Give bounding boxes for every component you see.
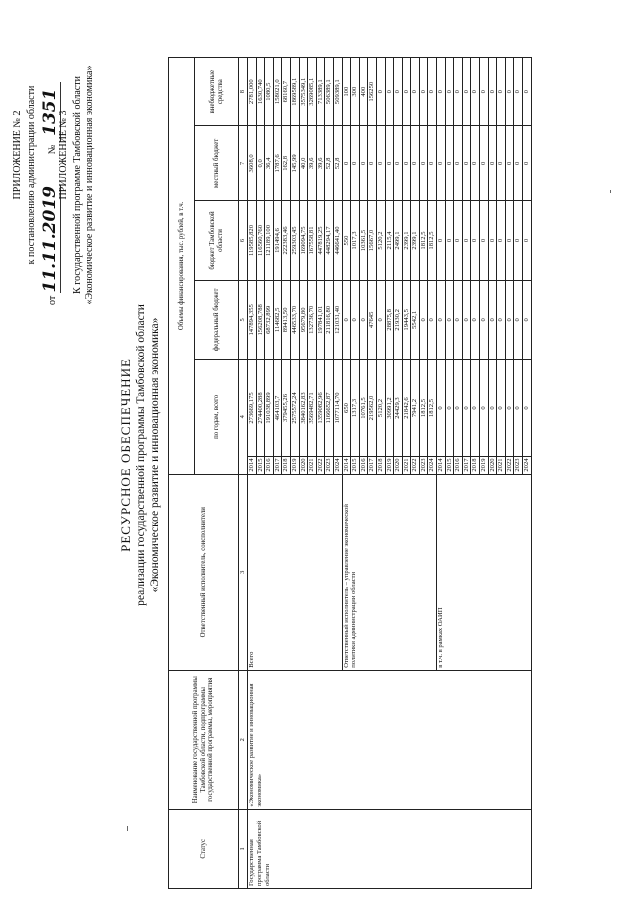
- local-cell: 0: [480, 126, 489, 201]
- header-status: Статус: [169, 809, 239, 888]
- executor-cell: Всего: [248, 474, 343, 670]
- extra-cell: 300: [351, 58, 360, 126]
- total-cell: 0: [471, 360, 480, 457]
- local-cell: 0: [385, 126, 394, 201]
- extra-cell: 1869589,1: [290, 58, 299, 126]
- total-cell: 274400,288: [256, 360, 265, 457]
- total-cell: 0: [454, 360, 463, 457]
- local-cell: 40,0: [299, 126, 308, 201]
- extra-cell: 156250: [368, 58, 377, 126]
- scan-speck: [127, 826, 128, 831]
- total-cell: 3840162,83: [299, 360, 308, 457]
- year-cell: 2024: [333, 457, 342, 475]
- regional-cell: 0: [437, 201, 446, 280]
- regional-cell: 167558,81: [308, 201, 317, 280]
- local-cell: 0: [454, 126, 463, 201]
- total-cell: 1317,3: [351, 360, 360, 457]
- federal-cell: 0: [462, 280, 471, 359]
- local-cell: 0: [497, 126, 506, 201]
- federal-cell: 0: [437, 280, 446, 359]
- local-cell: 0: [437, 126, 446, 201]
- document-subtitle: реализации государственной программы Тамбовской области: [135, 304, 147, 606]
- local-cell: 39,6: [308, 126, 317, 201]
- federal-cell: 211816,80: [325, 280, 334, 359]
- federal-cell: 156208,788: [256, 280, 265, 359]
- year-cell: 2022: [411, 457, 420, 475]
- table-body: [248, 58, 532, 889]
- regional-cell: 2399,1: [402, 201, 411, 280]
- regional-cell: 0: [462, 201, 471, 280]
- extra-cell: 0: [488, 58, 497, 126]
- regional-cell: 222383,46: [282, 201, 291, 280]
- extra-cell: 0: [394, 58, 403, 126]
- regional-cell: 169094,75: [299, 201, 308, 280]
- local-cell: 0: [514, 126, 523, 201]
- scan-speck: [610, 190, 611, 193]
- local-cell: 0: [505, 126, 514, 201]
- year-cell: 2018: [376, 457, 385, 475]
- federal-cell: 0: [376, 280, 385, 359]
- federal-cell: 47645: [368, 280, 377, 359]
- regional-cell: 448294,17: [325, 201, 334, 280]
- extra-cell: 0: [462, 58, 471, 126]
- index-cell: 1: [239, 809, 248, 888]
- year-cell: 2023: [419, 457, 428, 475]
- federal-cell: 95679,80: [299, 280, 308, 359]
- extra-cell: 0: [454, 58, 463, 126]
- local-cell: 0: [488, 126, 497, 201]
- total-cell: 1077114,70: [333, 360, 342, 457]
- total-cell: 464103,7: [273, 360, 282, 457]
- document-program-name: «Экономическое развитие и инновационная экономика»: [149, 317, 161, 593]
- regional-cell: 1812,5: [419, 201, 428, 280]
- local-cell: 0,0: [256, 126, 265, 201]
- extra-cell: 0: [385, 58, 394, 126]
- executor-cell: Ответственный исполнитель – управление экономической политики администрации области: [342, 474, 437, 670]
- extra-cell: 0: [497, 58, 506, 126]
- federal-cell: 0: [505, 280, 514, 359]
- regional-cell: 447819,25: [316, 201, 325, 280]
- total-cell: 0: [445, 360, 454, 457]
- year-cell: 2020: [299, 457, 308, 475]
- extra-cell: 0: [376, 58, 385, 126]
- federal-cell: 89413,50: [282, 280, 291, 359]
- regional-cell: 446641,40: [333, 201, 342, 280]
- federal-cell: 114682,5: [273, 280, 282, 359]
- year-cell: 2017: [368, 457, 377, 475]
- status-cell: Государственная программа Тамбовской области: [248, 809, 532, 888]
- column-index-row: [239, 58, 248, 889]
- local-cell: 1787,6: [273, 126, 282, 201]
- executor-cell: в т.ч. в рамках ОАИП: [437, 474, 532, 670]
- regional-cell: 116560,760: [256, 201, 265, 280]
- index-cell: 4: [239, 360, 248, 475]
- federal-cell: 21930,2: [394, 280, 403, 359]
- regional-cell: 259303,45: [290, 201, 299, 280]
- year-cell: 2015: [256, 457, 265, 475]
- regional-cell: 119585,820: [248, 201, 257, 280]
- extra-cell: 100: [342, 58, 351, 126]
- header-regional: бюджет Тамбовской области: [195, 201, 239, 280]
- federal-cell: 0: [480, 280, 489, 359]
- year-cell: 2016: [359, 457, 368, 475]
- year-cell: 2018: [282, 457, 291, 475]
- header-executor: Ответственный исполнитель, соисполнители: [169, 474, 239, 670]
- year-cell: 2024: [428, 457, 437, 475]
- total-cell: 219562,0: [368, 360, 377, 457]
- document-title-block: [118, 155, 162, 755]
- total-cell: 10761,5: [359, 360, 368, 457]
- extra-cell: 68160,7: [282, 58, 291, 126]
- federal-cell: 0: [428, 280, 437, 359]
- federal-cell: 5542,1: [411, 280, 420, 359]
- local-cell: 3608,0: [248, 126, 257, 201]
- table-row: [248, 58, 257, 889]
- extra-cell: 713389,1: [316, 58, 325, 126]
- extra-cell: 0: [445, 58, 454, 126]
- total-cell: 7941,2: [411, 360, 420, 457]
- year-cell: 2019: [290, 457, 299, 475]
- extra-cell: 400: [359, 58, 368, 126]
- year-cell: 2014: [437, 457, 446, 475]
- federal-cell: 0: [454, 280, 463, 359]
- regional-cell: 0: [480, 201, 489, 280]
- year-cell: 2014: [342, 457, 351, 475]
- local-cell: 0: [445, 126, 454, 201]
- total-cell: 273669,175: [248, 360, 257, 457]
- index-cell: 3: [239, 474, 248, 670]
- total-cell: 24429,3: [394, 360, 403, 457]
- year-cell: 2020: [488, 457, 497, 475]
- total-cell: 2575572,24: [290, 360, 299, 457]
- regional-cell: 2115,4: [385, 201, 394, 280]
- total-cell: 21842,6: [402, 360, 411, 457]
- federal-cell: 0: [445, 280, 454, 359]
- program-name-reference: «Экономическое развитие и инновационная экономика»: [84, 65, 95, 305]
- regional-cell: 0: [523, 201, 532, 280]
- total-cell: 0: [480, 360, 489, 457]
- local-cell: 0: [471, 126, 480, 201]
- year-cell: 2022: [505, 457, 514, 475]
- year-cell: 2021: [497, 457, 506, 475]
- local-cell: 162,8: [282, 126, 291, 201]
- local-cell: 0: [428, 126, 437, 201]
- federal-cell: 0: [359, 280, 368, 359]
- handwritten-date: 11.11.2019: [40, 186, 60, 293]
- extra-cell: 3269085,1: [308, 58, 317, 126]
- extra-cell: 0: [471, 58, 480, 126]
- total-cell: 5120,2: [376, 360, 385, 457]
- extra-cell: 3575349,1: [299, 58, 308, 126]
- federal-cell: 446533,70: [290, 280, 299, 359]
- extra-cell: 2781,000: [248, 58, 257, 126]
- year-cell: 2023: [514, 457, 523, 475]
- extra-cell: 0: [402, 58, 411, 126]
- local-cell: 36,4: [265, 126, 274, 201]
- regional-cell: 1812,5: [428, 201, 437, 280]
- total-cell: 650: [342, 360, 351, 457]
- extra-cell: 506389,1: [325, 58, 334, 126]
- year-cell: 2017: [273, 457, 282, 475]
- header-funding-group: Объемы финансирования, тыс. рублей, в т.ч.: [169, 58, 195, 475]
- extra-cell: 509389,1: [333, 58, 342, 126]
- index-cell: 2: [239, 670, 248, 809]
- extra-cell: 0: [480, 58, 489, 126]
- regional-cell: 15667,0: [368, 201, 377, 280]
- appendix-2-label: ПРИЛОЖЕНИЕ № 2: [12, 110, 23, 200]
- local-cell: 0: [462, 126, 471, 201]
- number-prefix: №: [47, 144, 58, 155]
- year-cell: 2021: [402, 457, 411, 475]
- year-cell: 2014: [248, 457, 257, 475]
- federal-cell: 0: [488, 280, 497, 359]
- program-name-cell: «Экономическое развитие и инновационная экономика»: [248, 670, 532, 809]
- regional-cell: 0: [454, 201, 463, 280]
- federal-cell: 68732,899: [265, 280, 274, 359]
- regional-cell: 0: [497, 201, 506, 280]
- federal-cell: 28875,8: [385, 280, 394, 359]
- extra-cell: 158021,0: [273, 58, 282, 126]
- total-cell: 0: [523, 360, 532, 457]
- local-cell: 0: [411, 126, 420, 201]
- regional-cell: 0: [445, 201, 454, 280]
- decree-reference: к постановлению администрации области: [26, 85, 37, 265]
- local-cell: 0: [359, 126, 368, 201]
- year-cell: 2016: [265, 457, 274, 475]
- extra-cell: 0: [419, 58, 428, 126]
- regional-cell: 0: [505, 201, 514, 280]
- header-federal: федеральный бюджет: [195, 280, 239, 359]
- total-cell: 0: [505, 360, 514, 457]
- federal-cell: 197841,01: [316, 280, 325, 359]
- index-cell: 5: [239, 280, 248, 359]
- regional-cell: 1017,3: [351, 201, 360, 280]
- local-cell: 0: [394, 126, 403, 201]
- federal-cell: 121031,40: [333, 280, 342, 359]
- date-prefix: от: [47, 295, 58, 305]
- header-extra: внебюджетные средства: [195, 58, 239, 126]
- year-cell: 2015: [445, 457, 454, 475]
- total-cell: 1166652,87: [325, 360, 334, 457]
- regional-cell: 10361,5: [359, 201, 368, 280]
- local-cell: 0: [523, 126, 532, 201]
- regional-cell: 2499,1: [394, 201, 403, 280]
- federal-cell: 0: [419, 280, 428, 359]
- regional-cell: 5120,2: [376, 201, 385, 280]
- local-cell: 52,8: [325, 126, 334, 201]
- regional-cell: 0: [488, 201, 497, 280]
- total-cell: 1812,5: [428, 360, 437, 457]
- extra-cell: 1080,5: [265, 58, 274, 126]
- year-cell: 2019: [385, 457, 394, 475]
- federal-cell: 147894,355: [248, 280, 257, 359]
- year-cell: 2021: [308, 457, 317, 475]
- federal-cell: 0: [497, 280, 506, 359]
- year-cell: 2020: [394, 457, 403, 475]
- year-cell: 2019: [480, 457, 489, 475]
- extra-cell: 0: [505, 58, 514, 126]
- appendix-3-label: ПРИЛОЖЕНИЕ № 3: [58, 110, 69, 200]
- federal-cell: 0: [514, 280, 523, 359]
- regional-cell: 2399,1: [411, 201, 420, 280]
- index-cell: 6: [239, 201, 248, 280]
- total-cell: 1359082,96: [316, 360, 325, 457]
- header-by-year: по годам, всего: [195, 360, 239, 475]
- regional-cell: 121189,100: [265, 201, 274, 280]
- local-cell: 0: [351, 126, 360, 201]
- total-cell: 0: [514, 360, 523, 457]
- local-cell: 0: [419, 126, 428, 201]
- total-cell: 191038,899: [265, 360, 274, 457]
- total-cell: 0: [462, 360, 471, 457]
- resource-table: [168, 57, 532, 889]
- total-cell: 3569482,71: [308, 360, 317, 457]
- year-cell: 2015: [351, 457, 360, 475]
- year-cell: 2016: [454, 457, 463, 475]
- local-cell: 0: [376, 126, 385, 201]
- total-cell: 0: [437, 360, 446, 457]
- local-cell: 39,6: [316, 126, 325, 201]
- document-title: РЕСУРСНОЕ ОБЕСПЕЧЕНИЕ: [118, 358, 133, 552]
- extra-cell: 0: [411, 58, 420, 126]
- local-cell: 0: [402, 126, 411, 201]
- extra-cell: 1630,740: [256, 58, 265, 126]
- year-cell: 2017: [462, 457, 471, 475]
- local-cell: 52,8: [333, 126, 342, 201]
- federal-cell: 0: [471, 280, 480, 359]
- total-cell: 30991,2: [385, 360, 394, 457]
- program-reference: К государственной программе Тамбовской области: [72, 76, 83, 294]
- handwritten-number: 1351: [40, 82, 61, 142]
- total-cell: 379455,26: [282, 360, 291, 457]
- extra-cell: 0: [514, 58, 523, 126]
- extra-cell: 0: [428, 58, 437, 126]
- regional-cell: 0: [514, 201, 523, 280]
- header-local: местный бюджет: [195, 126, 239, 201]
- index-cell: 8: [239, 58, 248, 126]
- total-cell: 0: [488, 360, 497, 457]
- federal-cell: 0: [342, 280, 351, 359]
- regional-cell: 550: [342, 201, 351, 280]
- year-cell: 2024: [523, 457, 532, 475]
- total-cell: 0: [497, 360, 506, 457]
- federal-cell: 19443,5: [402, 280, 411, 359]
- regional-cell: 191494,6: [273, 201, 282, 280]
- total-cell: 1812,5: [419, 360, 428, 457]
- index-cell: 7: [239, 126, 248, 201]
- local-cell: 0: [368, 126, 377, 201]
- extra-cell: 0: [437, 58, 446, 126]
- year-cell: 2022: [316, 457, 325, 475]
- header-name: Наименование государственной программы Тамбовской области, подпрограммы государственной программы, мероприятия: [169, 670, 239, 809]
- regional-cell: 0: [471, 201, 480, 280]
- extra-cell: 0: [523, 58, 532, 126]
- federal-cell: 0: [523, 280, 532, 359]
- local-cell: 0: [342, 126, 351, 201]
- federal-cell: 132736,70: [308, 280, 317, 359]
- year-cell: 2018: [471, 457, 480, 475]
- local-cell: 145,99: [290, 126, 299, 201]
- year-cell: 2023: [325, 457, 334, 475]
- federal-cell: 0: [351, 280, 360, 359]
